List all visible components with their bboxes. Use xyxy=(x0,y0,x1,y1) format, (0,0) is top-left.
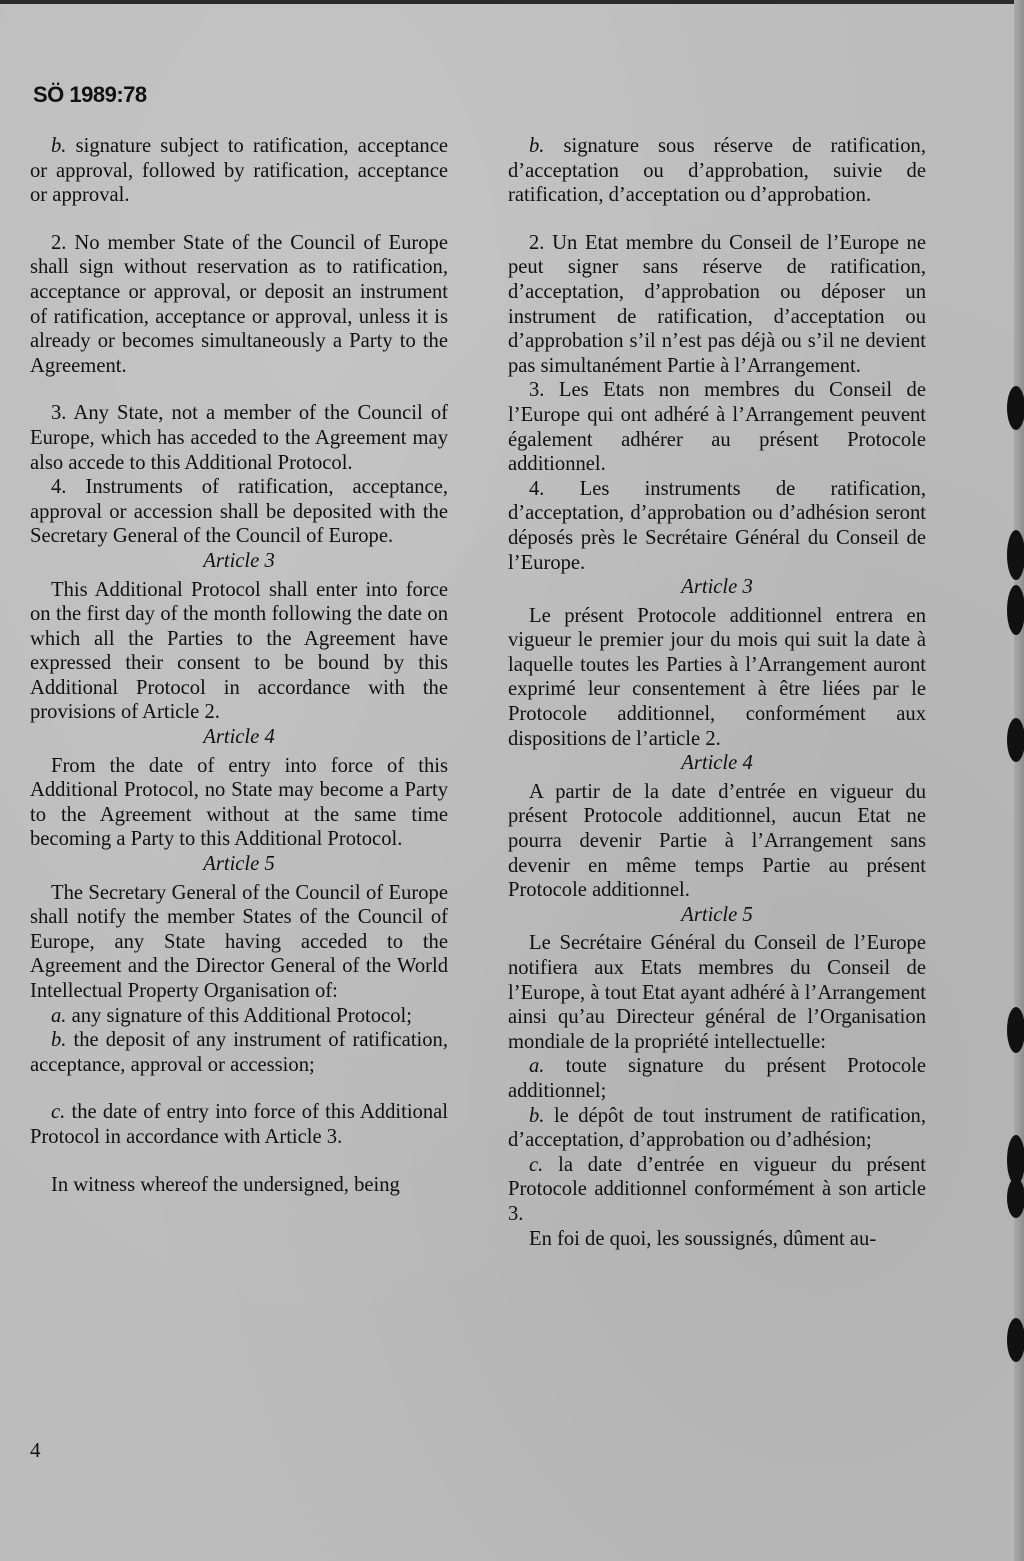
list-item-a: a. toute signature du présent Protocole additionnel; xyxy=(508,1055,926,1102)
article-4-heading: Article 4 xyxy=(681,752,753,775)
article-5-text: Le Secrétaire Général du Conseil de l’Europe notifiera aux Etats membres du Conseil de l’Europe, à tout Etat ayant adhéré à l’Arrangement ainsi qu’au Directeur général de l’Organisation mondiale de la propriété intellectuelle: xyxy=(508,932,926,1053)
closing-text: In witness whereof the undersigned, being xyxy=(51,1173,400,1196)
hole-mark xyxy=(1007,1135,1024,1185)
hole-mark xyxy=(1007,1007,1024,1053)
article-4-text: From the date of entry into force of this Additional Protocol, no State may become a Party to the Agreement without at the same time becoming a Party to this Additional Protocol. xyxy=(30,754,448,851)
article-5-heading: Article 5 xyxy=(203,853,275,876)
list-item-b: b. the deposit of any instrument of ratification, acceptance, approval or accession; xyxy=(30,1029,448,1076)
hole-mark xyxy=(1007,585,1024,635)
hole-mark xyxy=(1007,530,1024,580)
list-item-a: a. any signature of this Additional Protocol; xyxy=(51,1004,412,1027)
paragraph-2: 2. No member State of the Council of Europe shall sign without reservation as to ratification, acceptance or approval, or deposit an instrument of ratification, acceptance or approval, unless it is already or becomes simultaneously a Party to the Agreement. xyxy=(30,231,448,377)
paragraph-2: 2. Un Etat membre du Conseil de l’Europe ne peut signer sans réserve de ratification, d’acceptation, d’approbation ou déposer un instrument de ratification, d’acceptation ou d’approbation s’il n’est pas déjà ou s’il ne devient pas simultanément Partie à l’Arrangement. xyxy=(508,231,926,377)
page-number: 4 xyxy=(30,1438,41,1462)
article-3-heading: Article 3 xyxy=(681,576,753,599)
list-item-c: c. la date d’entrée en vigueur du présent Protocole additionnel conformément à son article 3. xyxy=(508,1153,926,1225)
document-id: SÖ 1989:78 xyxy=(33,82,147,107)
paragraph-4: 4. Instruments of ratification, acceptance, approval or accession shall be deposited with the Secretary General of the Council of Europe. xyxy=(30,476,448,548)
article-5-text: The Secretary General of the Council of Europe shall notify the member States of the Council of Europe, any State having acceded to the Agreement and the Director General of the World Intellectual Property Organisation of: xyxy=(30,881,448,1002)
french-column xyxy=(508,134,926,1251)
list-item-b: b. le dépôt de tout instrument de ratification, d’acceptation, d’approbation ou d’adhésion; xyxy=(508,1104,926,1152)
article-3-heading: Article 3 xyxy=(203,549,275,572)
article-4-text: A partir de la date d’entrée en vigueur du présent Protocole additionnel, aucun Etat ne pourra devenir Partie à l’Arrangement sans devenir en même temps Partie au présent Protocole additionnel. xyxy=(508,780,926,902)
article-5-heading: Article 5 xyxy=(681,903,753,926)
english-column xyxy=(30,134,448,1197)
list-item-b: b. signature subject to ratification, acceptance or approval, followed by ratification, acceptance or approval. xyxy=(30,135,448,207)
binder-hole-marks xyxy=(974,0,1024,1561)
hole-mark xyxy=(1007,386,1024,430)
paragraph-3: 3. Any State, not a member of the Council of Europe, which has acceded to the Agreement may also accede to this Additional Protocol. xyxy=(30,402,448,474)
list-item-c: c. the date of entry into force of this Additional Protocol in accordance with Article 3. xyxy=(30,1101,448,1148)
paragraph-4: 4. Les instruments de ratification, d’acceptation, d’approbation ou d’adhésion seront déposés près le Secrétaire Général du Conseil de l’Europe. xyxy=(508,477,926,574)
hole-mark xyxy=(1007,1318,1024,1362)
article-4-heading: Article 4 xyxy=(203,726,275,749)
paragraph-3: 3. Les Etats non membres du Conseil de l’Europe qui ont adhéré à l’Arrangement peuvent également adhérer au présent Protocole additionnel. xyxy=(508,379,926,476)
hole-mark xyxy=(1007,1178,1024,1218)
closing-text: En foi de quoi, les soussignés, dûment au- xyxy=(529,1227,877,1250)
list-item-b: b. signature sous réserve de ratification, d’acceptation ou d’approbation, suivie de ratification, d’acceptation ou d’approbation. xyxy=(508,135,926,207)
article-3-text: This Additional Protocol shall enter into force on the first day of the month following the date on which all the Parties to the Agreement have expressed their consent to be bound by this Additional Protocol in accordance with the provisions of Article 2. xyxy=(30,578,448,724)
hole-mark xyxy=(1007,718,1024,762)
page-top-edge xyxy=(0,0,1024,4)
article-3-text: Le présent Protocole additionnel entrera en vigueur le premier jour du mois qui suit la date à laquelle toutes les Parties à l’Arrangement auront exprimé leur consentement à être liées par le Protocole additionnel, conformément aux dispositions de l’article 2. xyxy=(508,604,926,750)
